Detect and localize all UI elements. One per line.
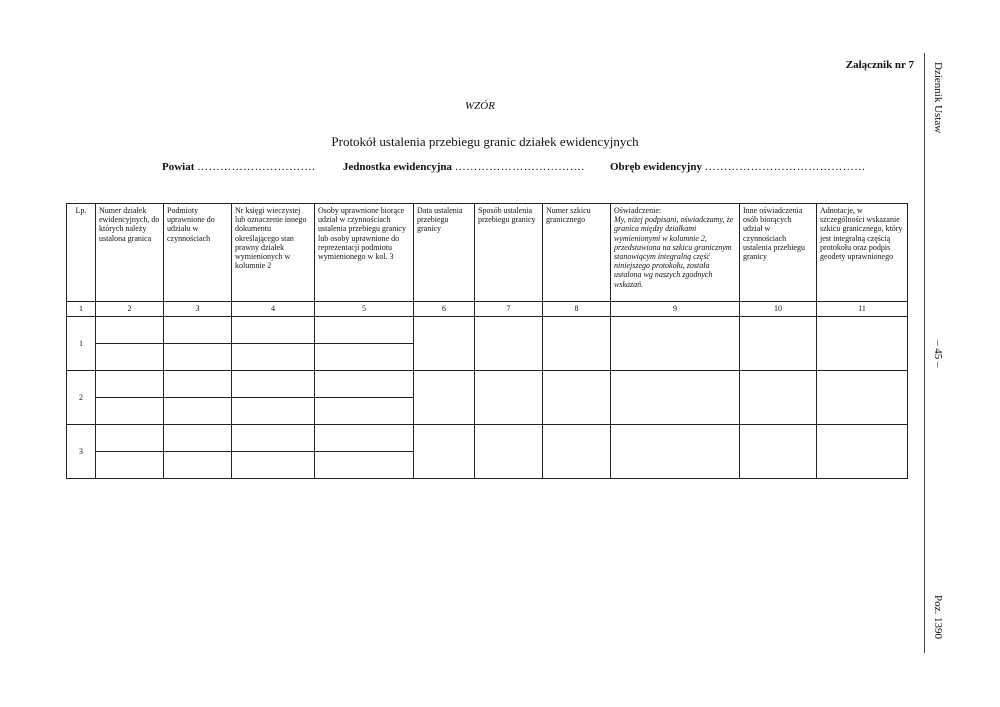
document-title: Protokół ustalenia przebiegu granic działek ewidencyjnych	[331, 134, 639, 149]
header-cell: Numer działek ewidencyjnych, do których należy ustalona granica	[96, 204, 164, 302]
column-number: 6	[414, 302, 475, 317]
statement-label: Oświadczenie:	[614, 206, 662, 215]
obreb-field[interactable]: ……………………………………	[704, 161, 866, 173]
table-cell[interactable]	[96, 398, 164, 425]
table-cell[interactable]	[232, 317, 315, 344]
table-cell[interactable]	[164, 371, 232, 398]
table-cell[interactable]	[232, 425, 315, 452]
column-number: 8	[543, 302, 611, 317]
table-cell[interactable]	[414, 317, 475, 371]
table-cell[interactable]	[232, 398, 315, 425]
header-cell: Data ustalenia przebiegu granicy	[414, 204, 475, 302]
header-fields	[162, 161, 866, 173]
table-cell[interactable]	[164, 452, 232, 479]
table-cell[interactable]	[164, 425, 232, 452]
powiat-label: Powiat	[162, 161, 195, 173]
table-cell[interactable]	[611, 371, 740, 425]
header-cell: Lp.	[67, 204, 96, 302]
table-cell[interactable]	[164, 344, 232, 371]
table-cell[interactable]	[315, 398, 414, 425]
attachment-label: Załącznik nr 7	[845, 59, 914, 71]
table-cell[interactable]	[740, 371, 817, 425]
table-cell[interactable]	[817, 371, 908, 425]
obreb-label: Obręb ewidencyjny	[609, 161, 702, 173]
header-cell: Adnotacje, w szczególności wskazanie szkicu granicznego, który jest integralną częścią protokołu oraz podpis geodety uprawnionego	[817, 204, 908, 302]
header-cell: Numer szkicu granicznego	[543, 204, 611, 302]
column-number: 10	[740, 302, 817, 317]
template-label: WZÓR	[465, 100, 495, 112]
protocol-table	[66, 203, 908, 479]
table-cell[interactable]	[232, 371, 315, 398]
column-number: 2	[96, 302, 164, 317]
table-cell[interactable]	[475, 425, 543, 479]
table-cell[interactable]	[475, 317, 543, 371]
table-cell[interactable]	[164, 398, 232, 425]
powiat-field[interactable]: ………………………….	[197, 161, 316, 173]
table-cell[interactable]	[315, 452, 414, 479]
table-cell[interactable]	[96, 371, 164, 398]
table-cell[interactable]	[611, 317, 740, 371]
table-cell[interactable]	[96, 425, 164, 452]
row-number: 3	[67, 425, 96, 479]
column-number: 4	[232, 302, 315, 317]
table-cell[interactable]	[475, 371, 543, 425]
header-cell: Osoby uprawnione biorące udział w czynnościach ustalenia przebiegu granicy lub osoby uprawnione do reprezentacji podmiotu wymienionego w kol. 3	[315, 204, 414, 302]
header-row	[67, 204, 908, 302]
table-cell[interactable]	[232, 344, 315, 371]
jednostka-field[interactable]: …………………………….	[454, 161, 585, 173]
table-cell[interactable]	[96, 317, 164, 344]
jednostka-label: Jednostka ewidencyjna	[342, 161, 452, 173]
header-cell: Sposób ustalenia przebiegu granicy	[475, 204, 543, 302]
table-cell[interactable]	[817, 317, 908, 371]
table-cell[interactable]	[96, 344, 164, 371]
table-cell[interactable]	[543, 317, 611, 371]
table-cell[interactable]	[414, 425, 475, 479]
statement-text: My, niżej podpisani, oświadczamy, że granica między działkami wymienionymi w kolumnie 2, przedstawiona na szkicu granicznym stanowiącym integralną część niniejszego protokołu, została ustalona wg naszych zgodnych wskazań.	[614, 215, 734, 289]
table-cell[interactable]	[232, 452, 315, 479]
row-number: 1	[67, 317, 96, 371]
table-row	[67, 371, 908, 398]
journal-name: Dziennik Ustaw	[932, 62, 944, 134]
table-row	[67, 425, 908, 452]
column-number: 3	[164, 302, 232, 317]
table-cell[interactable]	[543, 425, 611, 479]
column-number: 7	[475, 302, 543, 317]
page-number: – 45 –	[932, 340, 944, 368]
table-cell[interactable]	[315, 425, 414, 452]
header-cell: Inne oświadczenia osób biorących udział w czynnościach ustalenia przebiegu granicy	[740, 204, 817, 302]
table-cell[interactable]	[315, 344, 414, 371]
table-cell[interactable]	[414, 371, 475, 425]
table-cell[interactable]	[817, 425, 908, 479]
table-cell[interactable]	[315, 317, 414, 344]
table-cell[interactable]	[611, 425, 740, 479]
column-number: 11	[817, 302, 908, 317]
column-number: 9	[611, 302, 740, 317]
header-cell: Nr księgi wieczystej lub oznaczenie innego dokumentu określającego stan prawny działek wymienionych w kolumnie 2	[232, 204, 315, 302]
header-cell: Podmioty uprawnione do udziału w czynnościach	[164, 204, 232, 302]
column-number-row	[67, 302, 908, 317]
table-cell[interactable]	[740, 425, 817, 479]
table-cell[interactable]	[740, 317, 817, 371]
table-cell[interactable]	[543, 371, 611, 425]
row-number: 2	[67, 371, 96, 425]
column-number: 5	[315, 302, 414, 317]
statement-header-cell	[611, 204, 740, 302]
table-cell[interactable]	[96, 452, 164, 479]
table-cell[interactable]	[164, 317, 232, 344]
position-number: Poz. 1390	[932, 595, 944, 639]
table-cell[interactable]	[315, 371, 414, 398]
column-number: 1	[67, 302, 96, 317]
table-row	[67, 317, 908, 344]
